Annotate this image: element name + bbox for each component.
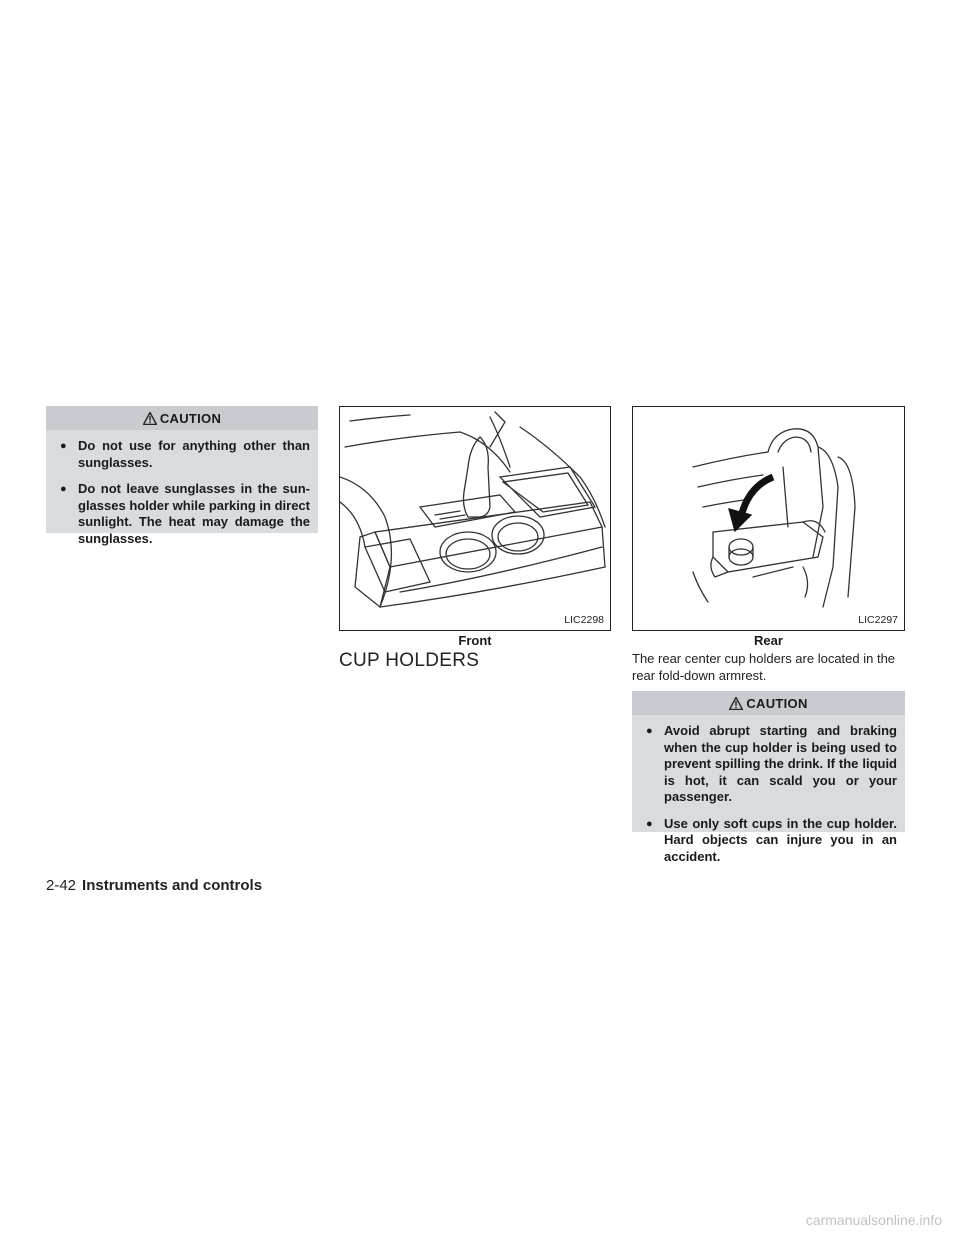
caution-header bbox=[632, 691, 905, 715]
rear-armrest-illustration bbox=[633, 407, 904, 629]
figure-code: LIC2297 bbox=[858, 614, 898, 626]
caution-item: ● Avoid abrupt starting and braking when the cup holder is being used to prevent spilling the drink. If the liquid is hot, it can scald you or your passenger. bbox=[632, 723, 905, 806]
caution-item: ● Do not leave sunglasses in the sun-glasses holder while parking in direct sunlight. The heat may damage the sunglasses. bbox=[46, 481, 318, 547]
caption-rear: Rear bbox=[754, 633, 783, 648]
figure-rear-cup-holders bbox=[632, 406, 905, 631]
rear-cup-holder-text: The rear center cup holders are located in the rear fold-down armrest. bbox=[632, 651, 896, 683]
caution-item: ● Use only soft cups in the cup holder. Hard objects can injure you in an accident. bbox=[632, 816, 905, 866]
caution-header bbox=[46, 406, 318, 430]
front-console-illustration bbox=[340, 407, 610, 629]
caption-front: Front bbox=[458, 633, 492, 648]
warning-icon bbox=[729, 697, 743, 710]
watermark: carmanualsonline.info bbox=[805, 1212, 942, 1228]
caution-title: CAUTION bbox=[159, 410, 222, 426]
caution-title: CAUTION bbox=[746, 695, 808, 711]
caution-box-sunglasses bbox=[46, 406, 318, 546]
page-footer bbox=[46, 877, 262, 894]
caution-list bbox=[632, 723, 905, 865]
figure-front-cup-holders bbox=[339, 406, 611, 631]
section-title: CUP HOLDERS bbox=[339, 650, 480, 671]
chapter-title: Instruments and controls bbox=[82, 877, 263, 894]
page-number: 2-42 bbox=[46, 877, 77, 894]
warning-icon bbox=[143, 412, 157, 425]
caution-box-cup-holders bbox=[632, 691, 905, 864]
caution-list bbox=[46, 438, 318, 547]
caution-item: ● Do not use for anything other than sunglasses. bbox=[46, 438, 318, 471]
figure-code: LIC2298 bbox=[564, 614, 604, 626]
